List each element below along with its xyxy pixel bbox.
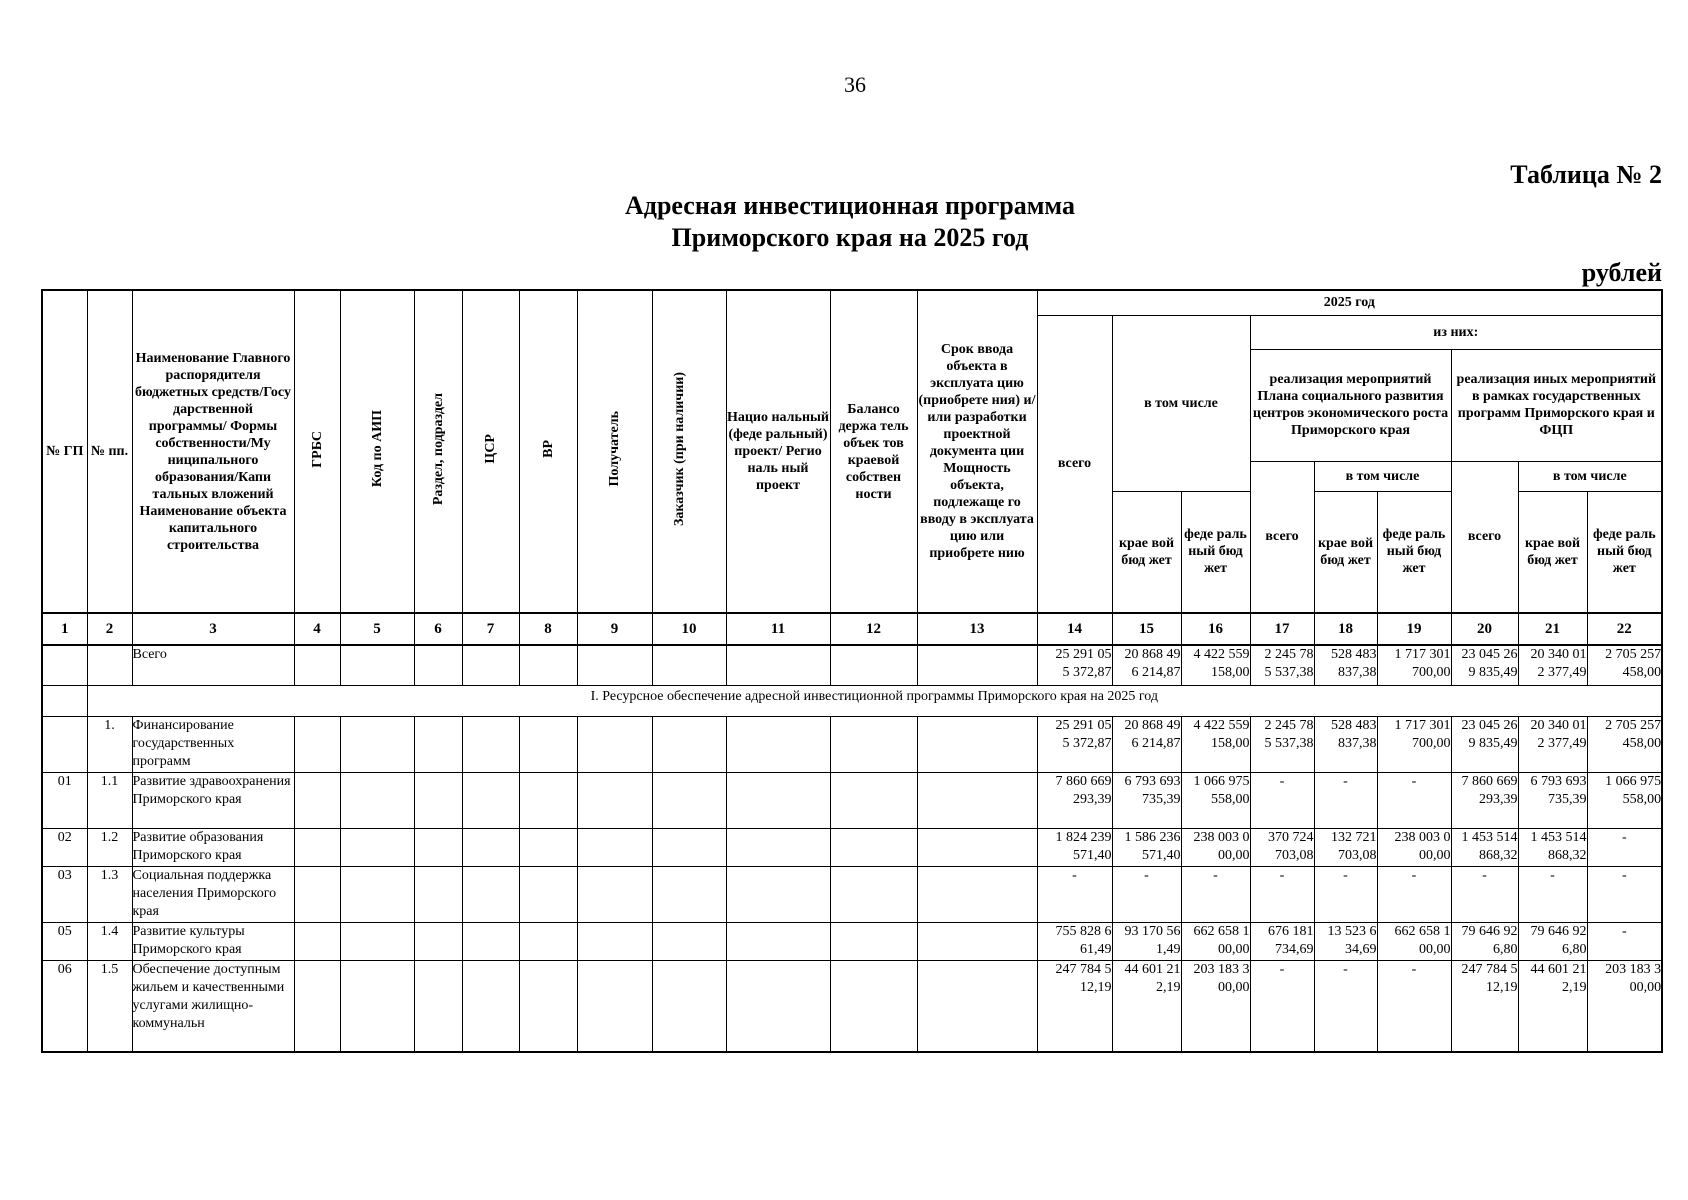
column-number: 19 (1377, 613, 1451, 645)
amount-cell: 1 066 975 558,00 (1587, 772, 1662, 828)
amount-cell: 1 717 301 700,00 (1377, 645, 1451, 685)
amount-cell: - (1451, 866, 1518, 922)
gp-cell: 06 (42, 960, 87, 1052)
amount-cell: 25 291 05 5 372,87 (1037, 716, 1112, 772)
header-vr: ВР (519, 290, 577, 613)
page-number: 36 (844, 72, 866, 97)
header-section: Раздел, подраздел (414, 290, 462, 613)
amount-cell: 44 601 21 2,19 (1112, 960, 1181, 1052)
column-number: 2 (87, 613, 132, 645)
column-number: 3 (132, 613, 294, 645)
pp-cell: 1.4 (87, 922, 132, 960)
table-label: Таблица № 2 (1510, 160, 1662, 189)
amount-cell: 238 003 0 00,00 (1181, 828, 1250, 866)
amount-cell: 23 045 26 9 835,49 (1451, 716, 1518, 772)
column-number: 9 (577, 613, 652, 645)
header-grbs: ГРБС (294, 290, 340, 613)
table-row (42, 772, 1662, 828)
header-other-total: всего (1451, 461, 1518, 613)
amount-cell: - (1250, 960, 1314, 1052)
column-number: 4 (294, 613, 340, 645)
amount-cell: 2 245 78 5 537,38 (1250, 716, 1314, 772)
document-title (410, 190, 1290, 254)
column-number: 8 (519, 613, 577, 645)
name-cell: Обеспечение доступным жильем и качественными услугами жилищно-коммунальн (132, 960, 294, 1052)
amount-cell: 4 422 559 158,00 (1181, 716, 1250, 772)
amount-cell: 44 601 21 2,19 (1518, 960, 1587, 1052)
header-national-project: Нацио нальный (феде ральный) проект/ Регио наль ный проект (726, 290, 830, 613)
amount-cell: 6 793 693 735,39 (1112, 772, 1181, 828)
amount-cell: 23 045 26 9 835,49 (1451, 645, 1518, 685)
amount-cell: 528 483 837,38 (1314, 645, 1377, 685)
title-line-2: Приморского края на 2025 год (671, 223, 1029, 252)
amount-cell: 1 453 514 868,32 (1518, 828, 1587, 866)
column-number-row (42, 613, 1662, 645)
column-number: 12 (830, 613, 917, 645)
section-row (42, 685, 1662, 716)
header-other-regional-budget: крае вой бюд жет (1518, 491, 1587, 613)
amount-cell: 7 860 669 293,39 (1037, 772, 1112, 828)
table-row (42, 960, 1662, 1052)
name-cell: Социальная поддержка населения Приморского края (132, 866, 294, 922)
units-label: рублей (1581, 258, 1662, 287)
column-number: 22 (1587, 613, 1662, 645)
column-number: 6 (414, 613, 462, 645)
header-federal-budget: феде раль ный бюд жет (1181, 491, 1250, 613)
name-cell: Финансирование государственных программ (132, 716, 294, 772)
amount-cell: 662 658 1 00,00 (1377, 922, 1451, 960)
gp-cell (42, 716, 87, 772)
column-number: 18 (1314, 613, 1377, 645)
name-cell: Развитие культуры Приморского края (132, 922, 294, 960)
header-recipient: Получатель (577, 290, 652, 613)
amount-cell: 238 003 0 00,00 (1377, 828, 1451, 866)
amount-cell: 528 483 837,38 (1314, 716, 1377, 772)
amount-cell: - (1587, 866, 1662, 922)
amount-cell: 755 828 6 61,49 (1037, 922, 1112, 960)
column-number: 20 (1451, 613, 1518, 645)
amount-cell: - (1314, 866, 1377, 922)
amount-cell: 20 868 49 6 214,87 (1112, 716, 1181, 772)
header-other-measures: реализация иных мероприятий в рамках государственных программ Приморского края и ФЦП (1451, 349, 1662, 461)
amount-cell: - (1112, 866, 1181, 922)
amount-cell: 1 824 239 571,40 (1037, 828, 1112, 866)
amount-cell: 20 340 01 2 377,49 (1518, 645, 1587, 685)
header-plan-regional-budget: крае вой бюд жет (1314, 491, 1377, 613)
column-number: 14 (1037, 613, 1112, 645)
amount-cell: - (1587, 828, 1662, 866)
header-total: всего (1037, 315, 1112, 613)
amount-cell: - (1314, 772, 1377, 828)
column-number: 17 (1250, 613, 1314, 645)
header-gp: № ГП (42, 290, 87, 613)
amount-cell: 203 183 3 00,00 (1587, 960, 1662, 1052)
name-cell: Развитие образования Приморского края (132, 828, 294, 866)
total-row (42, 645, 1662, 685)
amount-cell: 13 523 6 34,69 (1314, 922, 1377, 960)
amount-cell: - (1181, 866, 1250, 922)
header-pp: № пп. (87, 290, 132, 613)
gp-cell: 05 (42, 922, 87, 960)
header-plan-including: в том числе (1314, 461, 1451, 491)
column-number: 10 (652, 613, 726, 645)
pp-cell: 1.5 (87, 960, 132, 1052)
column-number: 21 (1518, 613, 1587, 645)
pp-cell: 1.2 (87, 828, 132, 866)
header-deadline: Срок ввода объекта в эксплуата цию (приобрете ния) и/или разработки проектной документа ции Мощность объекта, подлежаще го вводу в эксплуата цию или приобрете нию (917, 290, 1037, 613)
amount-cell: 79 646 92 6,80 (1451, 922, 1518, 960)
investment-program-table (41, 289, 1663, 1053)
column-number: 11 (726, 613, 830, 645)
amount-cell: 6 793 693 735,39 (1518, 772, 1587, 828)
header-plan-social: реализация мероприятий Плана социального развития центров экономического роста Приморского края (1250, 349, 1451, 461)
amount-cell: 20 868 49 6 214,87 (1112, 645, 1181, 685)
amount-cell: 7 860 669 293,39 (1451, 772, 1518, 828)
gp-cell: 02 (42, 828, 87, 866)
header-including: в том числе (1112, 315, 1250, 491)
column-number: 7 (462, 613, 519, 645)
column-number: 13 (917, 613, 1037, 645)
amount-cell: - (1314, 960, 1377, 1052)
amount-cell: 247 784 5 12,19 (1451, 960, 1518, 1052)
amount-cell: 4 422 559 158,00 (1181, 645, 1250, 685)
amount-cell: 370 724 703,08 (1250, 828, 1314, 866)
table-row (42, 716, 1662, 772)
header-of-which: из них: (1250, 315, 1662, 349)
gp-cell: 01 (42, 772, 87, 828)
name-cell: Развитие здравоохранения Приморского края (132, 772, 294, 828)
header-code-aip: Код по АИП (340, 290, 414, 613)
amount-cell: - (1377, 866, 1451, 922)
header-year: 2025 год (1037, 290, 1662, 315)
amount-cell: - (1250, 772, 1314, 828)
title-line-1: Адресная инвестиционная программа (625, 191, 1075, 220)
amount-cell: 93 170 56 1,49 (1112, 922, 1181, 960)
pp-cell: 1.3 (87, 866, 132, 922)
amount-cell: 676 181 734,69 (1250, 922, 1314, 960)
column-number: 16 (1181, 613, 1250, 645)
amount-cell: 203 183 3 00,00 (1181, 960, 1250, 1052)
table-row (42, 922, 1662, 960)
amount-cell: 25 291 05 5 372,87 (1037, 645, 1112, 685)
header-balance-holder: Балансо держа тель объек тов краевой собствен ности (830, 290, 917, 613)
table-row (42, 866, 1662, 922)
header-name: Наименование Главного распорядителя бюджетных средств/Госу дарственной программы/ Формы собственности/Му ниципального образования/Капи тальных вложений Наименование объекта капитального строительства (132, 290, 294, 613)
gp-cell: 03 (42, 866, 87, 922)
amount-cell: - (1250, 866, 1314, 922)
amount-cell: 1 586 236 571,40 (1112, 828, 1181, 866)
amount-cell: - (1587, 922, 1662, 960)
header-plan-total: всего (1250, 461, 1314, 613)
amount-cell: 2 245 78 5 537,38 (1250, 645, 1314, 685)
header-plan-federal-budget: феде раль ный бюд жет (1377, 491, 1451, 613)
amount-cell: 1 066 975 558,00 (1181, 772, 1250, 828)
amount-cell: 662 658 1 00,00 (1181, 922, 1250, 960)
header-other-including: в том числе (1518, 461, 1662, 491)
amount-cell: 1 717 301 700,00 (1377, 716, 1451, 772)
pp-cell: 1.1 (87, 772, 132, 828)
amount-cell: - (1377, 772, 1451, 828)
amount-cell: - (1377, 960, 1451, 1052)
amount-cell: 2 705 257 458,00 (1587, 645, 1662, 685)
column-number: 1 (42, 613, 87, 645)
column-number: 5 (340, 613, 414, 645)
amount-cell: - (1518, 866, 1587, 922)
amount-cell: 79 646 92 6,80 (1518, 922, 1587, 960)
header-regional-budget: крае вой бюд жет (1112, 491, 1181, 613)
header-customer: Заказчик (при наличии) (652, 290, 726, 613)
amount-cell: 1 453 514 868,32 (1451, 828, 1518, 866)
amount-cell: 20 340 01 2 377,49 (1518, 716, 1587, 772)
table-row (42, 828, 1662, 866)
amount-cell: 2 705 257 458,00 (1587, 716, 1662, 772)
pp-cell: 1. (87, 716, 132, 772)
amount-cell: 132 721 703,08 (1314, 828, 1377, 866)
section-title: I. Ресурсное обеспечение адресной инвестиционной программы Приморского края на 2025 год (87, 685, 1662, 716)
total-row-label: Всего (132, 645, 294, 685)
column-number: 15 (1112, 613, 1181, 645)
amount-cell: 247 784 5 12,19 (1037, 960, 1112, 1052)
amount-cell: - (1037, 866, 1112, 922)
header-csr: ЦСР (462, 290, 519, 613)
header-other-federal-budget: феде раль ный бюд жет (1587, 491, 1662, 613)
